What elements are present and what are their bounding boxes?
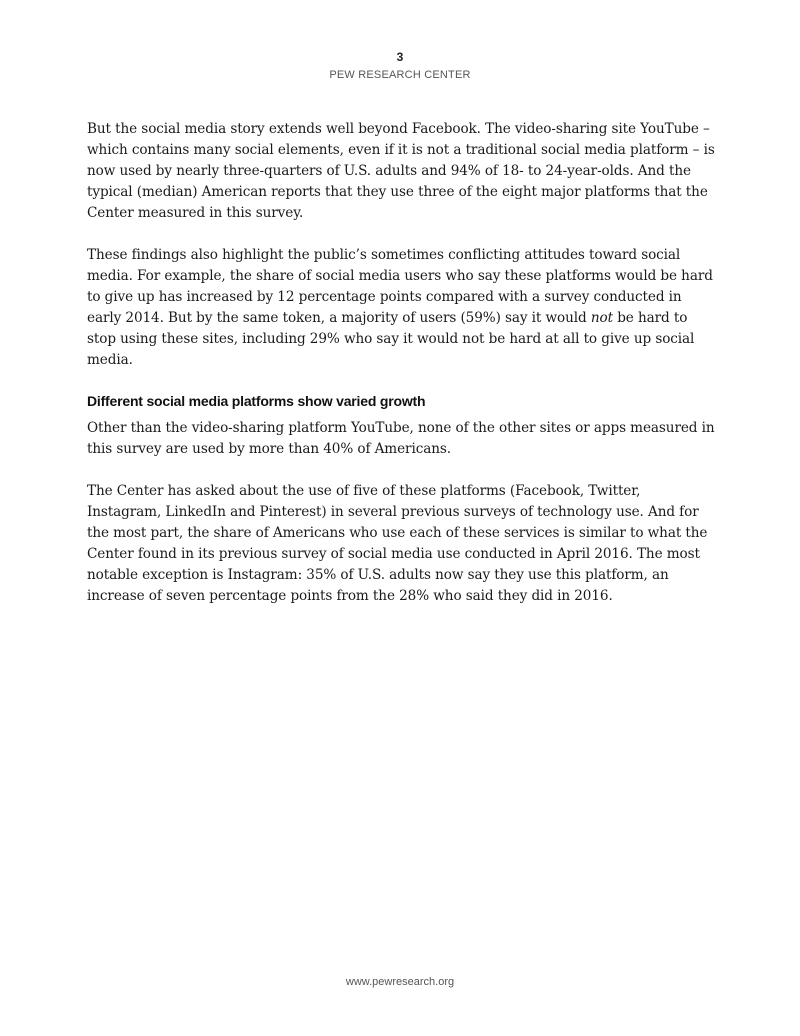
page-number: 3 bbox=[396, 50, 404, 64]
section-heading: Different social media platforms show varied growth bbox=[87, 393, 426, 409]
header-organization: PEW RESEARCH CENTER bbox=[329, 69, 471, 81]
footer-url: www.pewresearch.org bbox=[345, 976, 455, 988]
emphasis-not: not bbox=[590, 310, 613, 326]
paragraph-attitudes-text-1: These findings also highlight the public’s sometimes conflicting attitudes toward social media. For example, the share of social media users who say these platforms would be hard to give up has increased by 12 percentage points compared with a survey conducted in early 2014. But by the same token, a majority of users (59%) say it would bbox=[87, 247, 713, 326]
document-body bbox=[87, 119, 717, 607]
paragraph-attitudes bbox=[87, 245, 717, 371]
paragraph-youtube: But the social media story extends well beyond Facebook. The video-sharing site YouTube – which contains many social elements, even if it is not a traditional social media platform – is now used by nearly three-quarters of U.S. adults and 94% of 18- to 24-year-olds. And the typical (median) American reports that they use three of the eight major platforms that the Center measured in this survey. bbox=[87, 121, 715, 221]
paragraph-platform-usage: Other than the video-sharing platform YouTube, none of the other sites or apps measured in this survey are used by more than 40% of Americans. bbox=[87, 420, 715, 457]
paragraph-previous-surveys: The Center has asked about the use of five of these platforms (Facebook, Twitter, Instagram, LinkedIn and Pinterest) in several previous surveys of technology use. And for the most part, the share of Americans who use each of these services is similar to what the Center found in its previous survey of social media use conducted in April 2016. The most notable exception is Instagram: 35% of U.S. adults now say they use this platform, an increase of seven percentage points from the 28% who said they did in 2016. bbox=[87, 483, 708, 604]
paragraph-attitudes-text-2: be hard to stop using these sites, including 29% who say it would not be hard at all to give up social media. bbox=[87, 310, 695, 368]
